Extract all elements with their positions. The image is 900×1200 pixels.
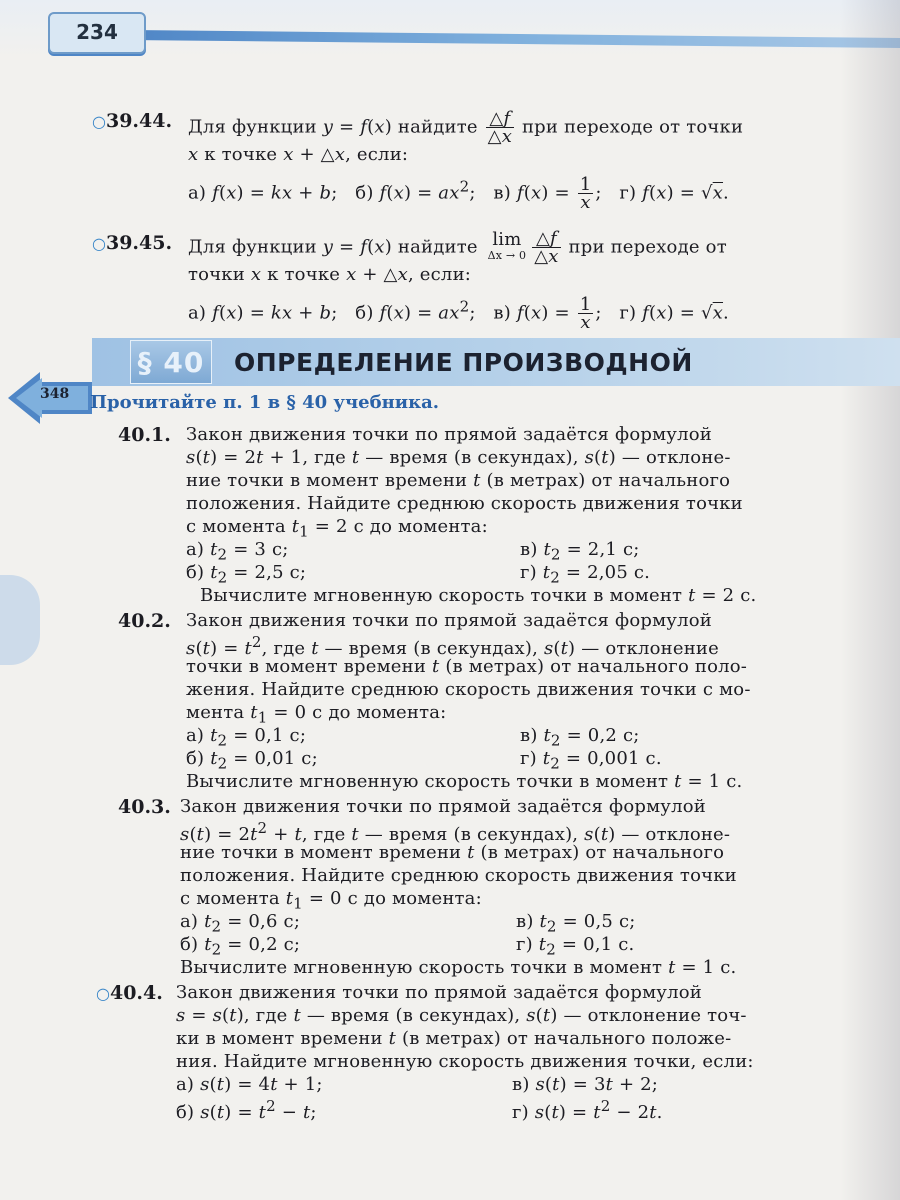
page-edge-shadow [840, 0, 900, 1200]
limit: lim Δx → 0 [487, 228, 527, 262]
exercise-number: 40.3. [118, 796, 171, 818]
page-number-box [48, 12, 146, 54]
exercise-line: ния. Найдите мгновенную скорость движения точки, если: [176, 1051, 754, 1072]
option-c: в) $t_2 = 0,2$ с; [520, 725, 640, 750]
circle-marker-icon: ○ [92, 112, 106, 131]
circle-marker-icon: ○ [96, 984, 110, 1003]
option-b: б) $t_2 = 2,5$ с; [186, 562, 307, 587]
exercise-line: s = s(t), где t — время (в секундах), s(t) — отклонение точ- [176, 1005, 747, 1026]
option-a: а) $t_2 = 3$ с; [186, 539, 289, 564]
option-c: в) $t_2 = 2,1$ с; [520, 539, 640, 564]
exercise-line: Закон движения точки по прямой задаётся формулой [176, 982, 702, 1003]
exercise-line: x к точке x + △x, если: [188, 144, 409, 165]
section-number: § 40 [137, 346, 205, 379]
exercise-line: мента $t_1 = 0$ с до момента: [186, 702, 447, 727]
exercise-line: с момента $t_1 = 0$ с до момента: [180, 888, 482, 913]
exercise-number: ○39.44. [92, 110, 173, 132]
exercise-line: положения. Найдите среднюю скорость движения точки [186, 493, 743, 514]
option-a: а) $t_2 = 0,1$ с; [186, 725, 307, 750]
side-decoration [0, 575, 40, 665]
exercise-number: 40.2. [118, 610, 171, 632]
exercise-final-question: Вычислите мгновенную скорость точки в момент t = 1 с. [186, 771, 743, 792]
options-line: а) f(x) = kx + b; б) $f(x) = ax^2$; в) f(x) = $\frac{1}{x}$ ; г) f(x) = √x. [188, 294, 729, 333]
exercise-line: положения. Найдите среднюю скорость движения точки [180, 865, 737, 886]
exercise-line: точки x к точке x + △x, если: [188, 264, 472, 285]
option-d: г) $t_2 = 0,001$ с. [520, 748, 662, 773]
exercise-line: Для функции y = f(x) найдите $\frac{\triangle f}{\triangle x}$ при переходе от точки [188, 108, 744, 147]
circle-marker-icon: ○ [92, 234, 106, 253]
exercise-line: ние точки в момент времени t (в метрах) от начального [186, 470, 731, 491]
option-d: г) $t_2 = 0,1$ с. [516, 934, 635, 959]
section-title: ОПРЕДЕЛЕНИЕ ПРОИЗВОДНОЙ [234, 348, 693, 377]
option-b: б) $t_2 = 0,2$ с; [180, 934, 301, 959]
exercise-line: $s(t) = t^2$, где t — время (в секундах), s(t) — отклонение [186, 633, 719, 659]
exercise-line: Закон движения точки по прямой задаётся формулой [186, 424, 712, 445]
exercise-line: ние точки в момент времени t (в метрах) от начального [180, 842, 725, 863]
option-b: б) $t_2 = 0,01$ с; [186, 748, 318, 773]
option-a: а) s(t) = 4t + 1; [176, 1074, 323, 1095]
option-d: г) $s(t) = t^2 - 2t$. [512, 1097, 663, 1123]
option-c: в) $t_2 = 0,5$ с; [516, 911, 636, 936]
option-d: г) $t_2 = 2,05$ с. [520, 562, 651, 587]
option-b: б) $s(t) = t^2 - t$; [176, 1097, 317, 1123]
option-c: в) s(t) = 3t + 2; [512, 1074, 659, 1095]
exercise-line: точки в момент времени t (в метрах) от начального поло- [186, 656, 748, 677]
read-instruction: Прочитайте п. 1 в § 40 учебника. [90, 392, 440, 413]
textbook-page-ref: 348 [40, 386, 70, 402]
exercise-line: Закон движения точки по прямой задаётся формулой [180, 796, 706, 817]
exercise-final-question: Вычислите мгновенную скорость точки в момент t = 2 с. [200, 585, 757, 606]
exercise-line: жения. Найдите среднюю скорость движения точки с мо- [186, 679, 751, 700]
page-number: 234 [76, 20, 118, 44]
exercise-line: Для функции y = f(x) найдите lim Δx → 0 $\frac{\triangle f}{\triangle x}$ при переходе от [188, 228, 727, 267]
exercise-number: ○40.4. [96, 982, 163, 1004]
exercise-line: Закон движения точки по прямой задаётся формулой [186, 610, 712, 631]
exercise-number: ○39.45. [92, 232, 173, 254]
options-line: а) f(x) = kx + b; б) $f(x) = ax^2$; в) f(x) = $\frac{1}{x}$ ; г) f(x) = √x. [188, 174, 729, 213]
exercise-line: ки в момент времени t (в метрах) от начального положе- [176, 1028, 732, 1049]
option-a: а) $t_2 = 0,6$ с; [180, 911, 301, 936]
section-badge [130, 340, 212, 384]
exercise-line: $s(t) = 2t^2 + t$, где t — время (в секундах), s(t) — отклоне- [180, 819, 731, 845]
exercise-number: 40.1. [118, 424, 171, 446]
exercise-final-question: Вычислите мгновенную скорость точки в момент t = 1 с. [180, 957, 737, 978]
fraction: $\frac{\triangle f}{\triangle x}$ [487, 108, 513, 147]
exercise-line: s(t) = 2t + 1, где t — время (в секундах), s(t) — отклоне- [186, 447, 731, 468]
exercise-line: с момента $t_1 = 2$ с до момента: [186, 516, 488, 541]
